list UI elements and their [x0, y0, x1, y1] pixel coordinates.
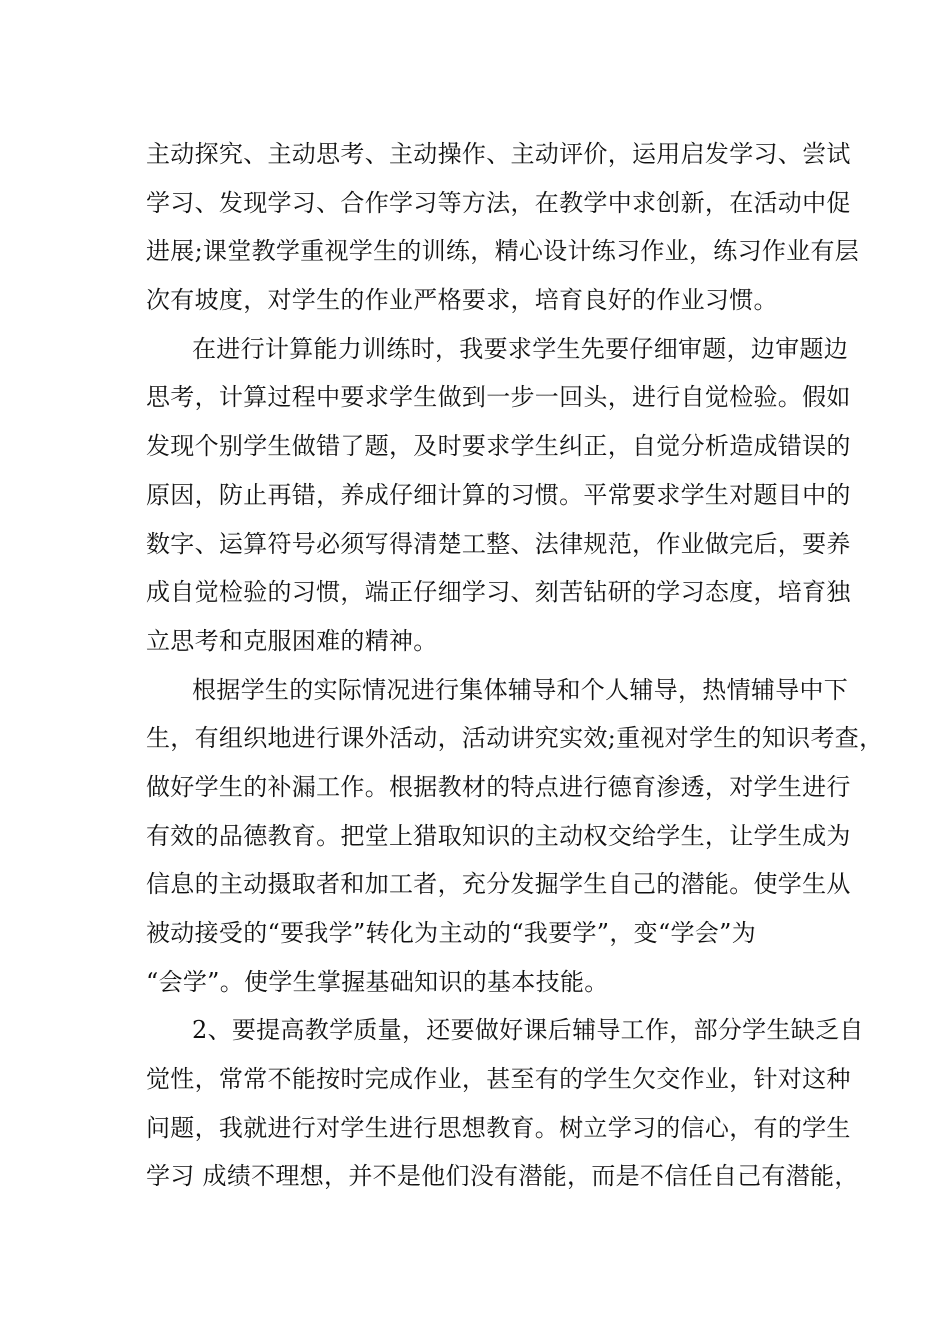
text-line: 立思考和克服困难的精神。 — [146, 626, 438, 655]
paragraph-2 — [146, 325, 851, 666]
paragraph-4 — [146, 1006, 864, 1201]
body-text — [146, 130, 884, 1201]
text-line: 问题，我就进行对学生进行思想教育。树立学习的信心，有的学生 — [146, 1113, 851, 1142]
text-line: 觉性，常常不能按时完成作业，甚至有的学生欠交作业，针对这种 — [146, 1065, 851, 1094]
text-line: 做好学生的补漏工作。根据教材的特点进行德育渗透，对学生进行 — [146, 772, 851, 801]
text-line: 根据学生的实际情况进行集体辅导和个人辅导，热情辅导中下 — [192, 675, 849, 704]
text-line: 信息的主动摄取者和加工者，充分发掘学生自己的潜能。使学生从 — [146, 870, 851, 899]
text-line: 思考，计算过程中要求学生做到一步一回头，进行自觉检验。假如 — [146, 383, 851, 412]
text-line: 进展;课堂教学重视学生的训练，精心设计练习作业，练习作业有层 — [146, 237, 860, 266]
text-line: 成自觉检验的习惯，端正仔细学习、刻苦钻研的学习态度，培育独 — [146, 578, 851, 607]
paragraph-3 — [146, 666, 884, 1007]
text-line: “会学”。使学生掌握基础知识的基本技能。 — [146, 967, 609, 996]
text-line: 生，有组织地进行课外活动，活动讲究实效;重视对学生的知识考查， — [146, 724, 884, 753]
text-line: 数字、运算符号必须写得清楚工整、法律规范，作业做完后，要养 — [146, 529, 851, 558]
text-line: 在进行计算能力训练时，我要求学生先要仔细审题，边审题边 — [192, 334, 849, 363]
text-line: 学习 成绩不理想，并不是他们没有潜能，而是不信任自己有潜能， — [146, 1162, 859, 1191]
paragraph-1 — [146, 130, 860, 325]
text-line: 2、要提高教学质量，还要做好课后辅导工作，部分学生缺乏自 — [192, 1016, 864, 1045]
text-line: 有效的品德教育。把堂上猎取知识的主动权交给学生，让学生成为 — [146, 821, 851, 850]
text-line: 原因，防止再错，养成仔细计算的习惯。平常要求学生对题目中的 — [146, 480, 851, 509]
text-line: 发现个别学生做错了题，及时要求学生纠正，自觉分析造成错误的 — [146, 432, 851, 461]
text-line: 学习、发现学习、合作学习等方法，在教学中求创新，在活动中促 — [146, 188, 851, 217]
text-line: 主动探究、主动思考、主动操作、主动评价，运用启发学习、尝试 — [146, 140, 851, 168]
text-line: 次有坡度，对学生的作业严格要求，培育良好的作业习惯。 — [146, 286, 778, 315]
text-line: 被动接受的“要我学”转化为主动的“我要学”，变“学会”为 — [146, 919, 757, 947]
